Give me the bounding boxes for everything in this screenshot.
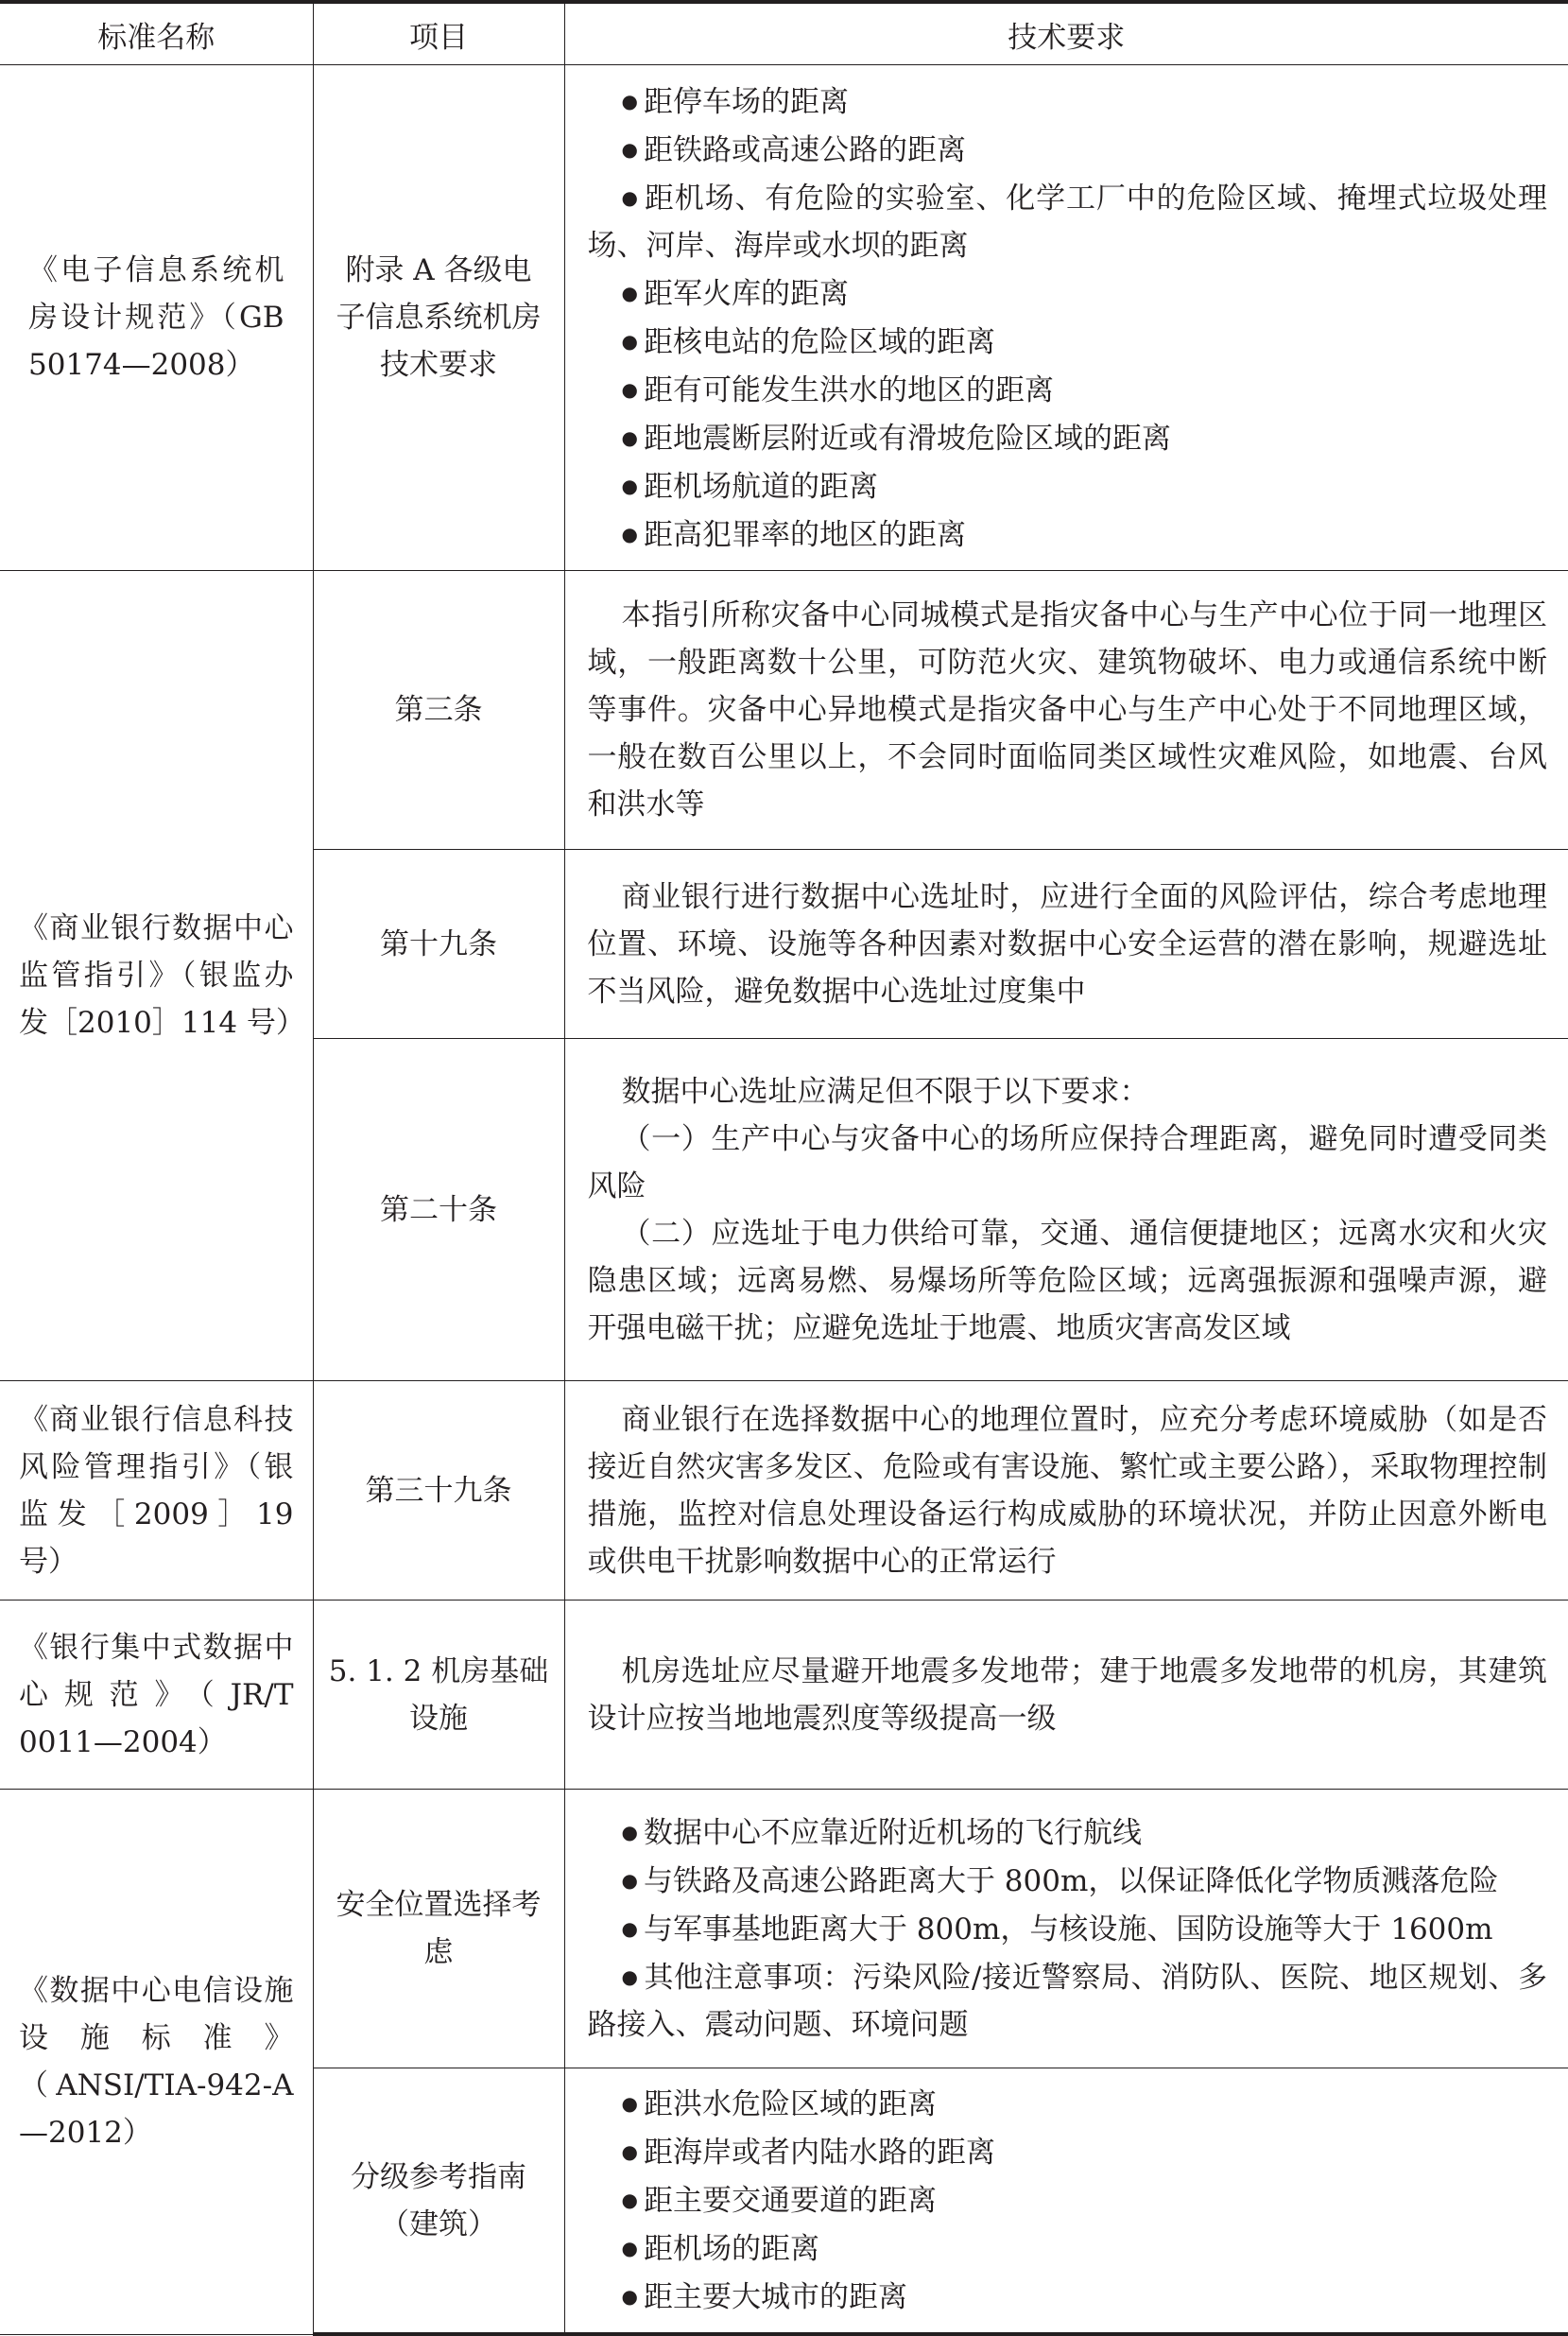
item-cell: 附录 A 各级电子信息系统机房技术要求 (313, 65, 564, 571)
list-item: ● 距机场的距离 (588, 2224, 1548, 2273)
paragraph: 本指引所称灾备中心同城模式是指灾备中心与生产中心位于同一地理区域，一般距离数十公里，可防范火灾、建筑物破坏、电力或通信系统中断等事件。灾备中心异地模式是指灾备中心与生产中心处于不同地理区域，一般在数百公里以上，不会同时面临同类区域性灾难风险，如地震、台风和洪水等 (587, 598, 1547, 822)
header-item: 项目 (313, 2, 564, 65)
list-item: ● 距停车场的距离 (588, 78, 1548, 126)
paragraph: 数据中心选址应满足但不限于以下要求： (621, 1074, 1149, 1109)
requirements-cell (564, 1790, 1568, 2068)
list-item: ● 其他注意事项：污染风险/接近警察局、消防队、医院、地区规划、多路接入、震动问题、环境问题 (588, 1953, 1548, 2049)
requirements-cell (564, 65, 1568, 571)
table-row (0, 571, 1568, 850)
list-item: ● 数据中心不应靠近附近机场的飞行航线 (588, 1808, 1548, 1857)
item-cell: 第十九条 (313, 850, 564, 1039)
list-item: ● 距机场、有危险的实验室、化学工厂中的危险区域、掩埋式垃圾处理场、河岸、海岸或水坝的距离 (588, 174, 1548, 269)
list-item: ● 距主要大城市的距离 (588, 2273, 1548, 2321)
table-row (0, 65, 1568, 571)
requirements-cell (564, 850, 1568, 1039)
standard-name-cell: 《电子信息系统机房设计规范》（GB 50174—2008） (0, 65, 313, 571)
list-item: ● 距铁路或高速公路的距离 (588, 126, 1548, 174)
item-cell: 第三条 (313, 571, 564, 850)
requirements-cell (564, 1381, 1568, 1601)
standard-name-cell: 《商业银行数据中心监管指引》（银监办发［2010］114 号） (0, 571, 313, 1381)
paragraph: （一）生产中心与灾备中心的场所应保持合理距离，避免同时遭受同类风险 (587, 1121, 1547, 1203)
requirements-cell (564, 2068, 1568, 2335)
list-item: ● 与军事基地距离大于 800m，与核设施、国防设施等大于 1600m (588, 1905, 1548, 1953)
standard-name-cell: 《银行集中式数据中心规范》（JR/T 0011—2004） (0, 1601, 313, 1790)
item-cell: 第二十条 (313, 1039, 564, 1381)
standard-name-cell: 《商业银行信息科技风险管理指引》（银监发［2009］19 号） (0, 1381, 313, 1601)
list-item: ● 距高犯罪率的地区的距离 (588, 510, 1548, 559)
requirements-cell (564, 1601, 1568, 1790)
header-requirements: 技术要求 (564, 2, 1568, 65)
paragraph: 商业银行在选择数据中心的地理位置时，应充分考虑环境威胁（如是否接近自然灾害多发区、危险或有害设施、繁忙或主要公路），采取物理控制措施，监控对信息处理设备运行构成威胁的环境状况，并防止因意外断电或供电干扰影响数据中心的正常运行 (587, 1402, 1547, 1579)
list-item: ● 距机场航道的距离 (588, 462, 1548, 510)
list-item: ● 距有可能发生洪水的地区的距离 (588, 366, 1548, 414)
item-cell: 第三十九条 (313, 1381, 564, 1601)
table-header-row (0, 2, 1568, 65)
list-item: ● 距核电站的危险区域的距离 (588, 318, 1548, 366)
requirements-cell (564, 1039, 1568, 1381)
header-standard-name: 标准名称 (0, 2, 313, 65)
requirements-cell (564, 571, 1568, 850)
list-item: ● 距主要交通要道的距离 (588, 2176, 1548, 2224)
table-row (0, 1601, 1568, 1790)
table-row (0, 1790, 1568, 2068)
table-row (0, 1381, 1568, 1601)
list-item: ● 与铁路及高速公路距离大于 800m，以保证降低化学物质溅落危险 (588, 1857, 1548, 1905)
item-cell: 安全位置选择考虑 (313, 1790, 564, 2068)
item-cell: 分级参考指南（建筑） (313, 2068, 564, 2335)
list-item: ● 距海岸或者内陆水路的距离 (588, 2128, 1548, 2176)
list-item: ● 距洪水危险区域的距离 (588, 2080, 1548, 2128)
item-cell: 5. 1. 2 机房基础设施 (313, 1601, 564, 1790)
list-item: ● 距军火库的距离 (588, 269, 1548, 318)
list-item: ● 距地震断层附近或有滑坡危险区域的距离 (588, 414, 1548, 462)
paragraph: 机房选址应尽量避开地震多发地带；建于地震多发地带的机房，其建筑设计应按当地地震烈度等级提高一级 (587, 1653, 1547, 1736)
paragraph: （二）应选址于电力供给可靠，交通、通信便捷地区；远离水灾和火灾隐患区域；远离易燃、易爆场所等危险区域；远离强振源和强噪声源，避开强电磁干扰；应避免选址于地震、地质灾害高发区域 (587, 1216, 1547, 1345)
standard-name-cell: 《数据中心电信设施设施标准》（ANSI/TIA-942-A—2012） (0, 1790, 313, 2335)
paragraph: 商业银行进行数据中心选址时，应进行全面的风险评估，综合考虑地理位置、环境、设施等各种因素对数据中心安全运营的潜在影响，规避选址不当风险，避免数据中心选址过度集中 (587, 879, 1547, 1009)
